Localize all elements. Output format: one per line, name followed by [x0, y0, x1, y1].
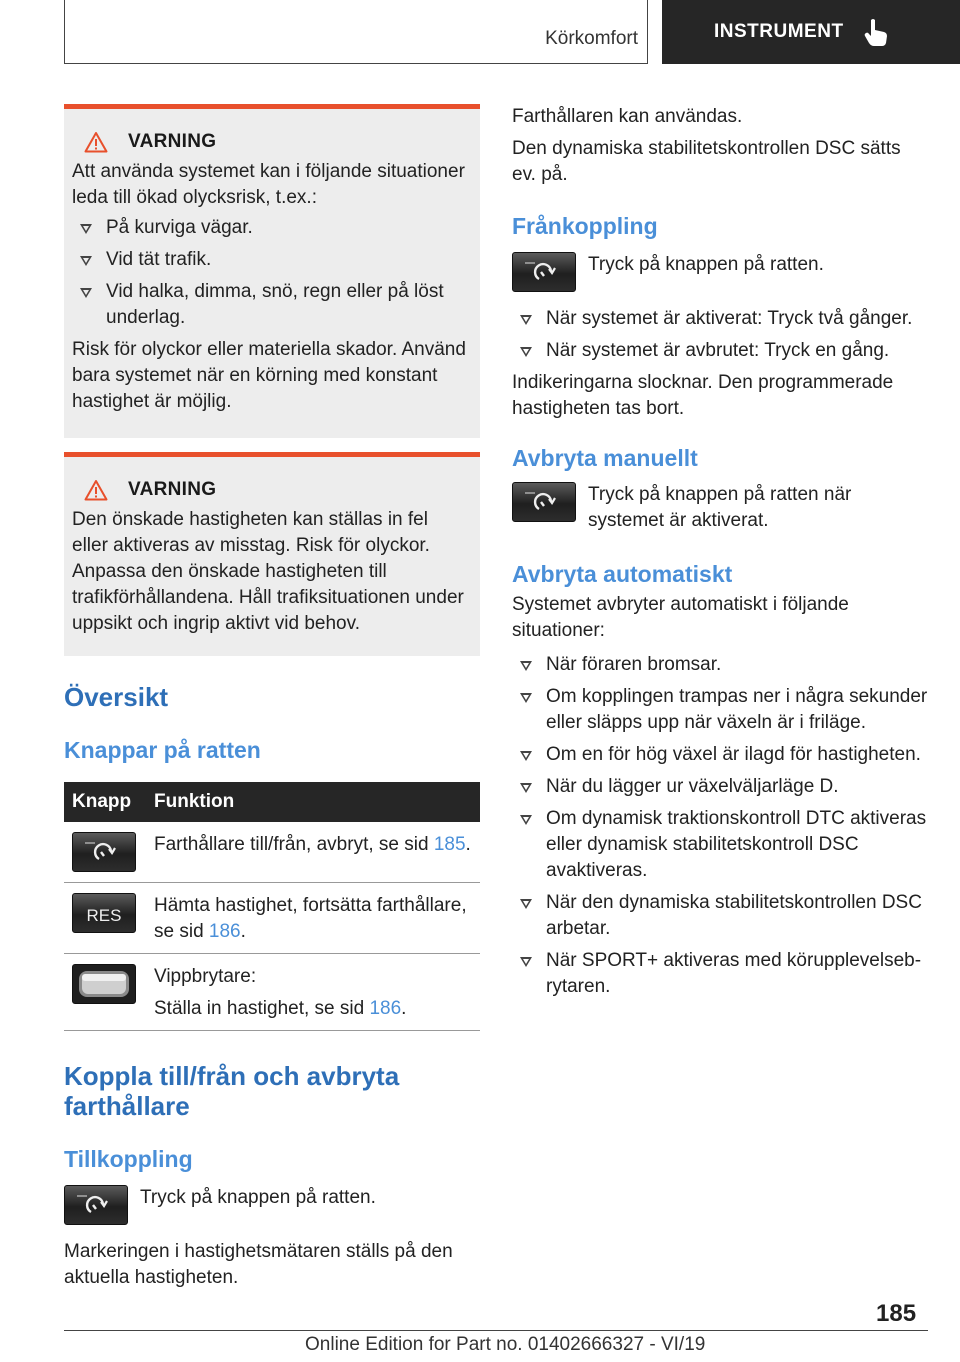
activation-after: Markeringen i hastighetsmätaren ställs på den aktuella hastigheten.: [64, 1241, 453, 1288]
table-row: [64, 883, 480, 954]
rocker-switch-icon: [72, 964, 136, 1004]
auto-cancel-intro: Systemet avbryter automatiskt i följande situationer:: [512, 594, 849, 641]
list-item: När systemet är avbrutet: Tryck en gång.: [512, 338, 928, 364]
deactivation-step: [512, 252, 928, 292]
deactivation-subheading: Frånkoppling: [512, 213, 658, 239]
edition-note: Online Edition for Part no. 01402666327 - VI/19: [305, 1334, 706, 1355]
section-title: Körkomfort: [545, 28, 638, 49]
list-item: Vid tät trafik.: [72, 247, 472, 273]
warning-title: VARNING: [128, 131, 217, 152]
warning-heading: [84, 131, 472, 153]
list-item: När du lägger ur växelväljarläge D.: [512, 774, 928, 800]
cruise-control-button-icon: [512, 252, 576, 292]
button-cell: [64, 883, 146, 954]
list-item: När SPORT+ aktiveras med körupplevelsebrytaren.: [512, 948, 928, 1000]
right-column: [512, 104, 928, 1006]
page-number: 185: [876, 1300, 917, 1327]
overview-heading: Översikt: [64, 682, 169, 712]
warning-list: [72, 215, 472, 331]
table-header: [64, 782, 480, 822]
cruise-control-button-icon: [64, 1185, 128, 1225]
chapter-title: INSTRUMENT: [714, 21, 844, 42]
page-link[interactable]: 186: [369, 998, 402, 1019]
left-column: [64, 104, 480, 1291]
table-row: [64, 954, 480, 1031]
footer-divider: [64, 1330, 928, 1331]
function-cell: Vippbrytare: Ställa in hastighet, se sid 186.: [146, 954, 480, 1031]
list-item: Vid halka, dimma, snö, regn eller på löst underlag.: [72, 279, 472, 331]
list-item: När föraren bromsar.: [512, 652, 928, 678]
activation-subheading: Tillkoppling: [64, 1146, 193, 1172]
manual-cancel-text: Tryck på knappen på ratten när systemet är aktiverat.: [588, 484, 852, 531]
paragraph: Farthållaren kan användas.: [512, 106, 743, 127]
list-item: Om kopplingen trampas ner i några sekunder eller släpps upp när växeln är i friläge.: [512, 684, 928, 736]
list-item: När systemet är aktiverat: Tryck två gånger.: [512, 306, 928, 332]
manual-cancel-step: [512, 482, 928, 534]
warning-box-1: [64, 104, 480, 438]
activation-step: [64, 1185, 480, 1225]
list-item: Om en för hög växel är ilagd för hastigheten.: [512, 742, 928, 768]
warning-heading: [84, 479, 472, 501]
manual-cancel-subheading: Avbryta manuellt: [512, 445, 698, 471]
warning-outro: Risk för olyckor eller materiella skador. Använd bara systemet när en körning med konstant hastighet är möjlig.: [72, 339, 466, 412]
activation-text: Tryck på knappen på ratten.: [140, 1187, 376, 1208]
page-link[interactable]: 185: [433, 834, 466, 855]
button-cell: [64, 954, 146, 1031]
deactivation-text: Tryck på knappen på ratten.: [588, 254, 824, 275]
paragraph: Den dynamiska stabilitetskontrollen DSC sätts ev. på.: [512, 138, 901, 185]
deactivation-after: Indikeringarna slocknar. Den programmerade hastigheten tas bort.: [512, 372, 894, 419]
column-header-button: Knapp: [64, 782, 146, 822]
button-cell: [64, 822, 146, 883]
toggle-heading: Koppla till/från och avbryta farthållare: [64, 1061, 400, 1121]
warning-triangle-icon: [84, 479, 108, 501]
chapter-tab: [662, 0, 960, 64]
buttons-subheading: Knappar på ratten: [64, 737, 261, 763]
cruise-control-button-icon: [72, 832, 136, 872]
function-cell: Hämta hastighet, fortsätta farthållare, se sid 186.: [146, 883, 480, 954]
res-button-icon: RES: [72, 893, 136, 933]
cruise-control-button-icon: [512, 482, 576, 522]
list-item: När den dynamiska stabilitetskontrollen DSC arbetar.: [512, 890, 928, 942]
warning-triangle-icon: [84, 131, 108, 153]
warning-text: Den önskade hastigheten kan ställas in fel eller aktiveras av misstag. Risk för olyckor. Anpassa den önskade hastigheten till trafikförhållandena. Håll trafiksituationen under uppsikt och ingrip aktivt vid behov.: [72, 509, 464, 634]
buttons-table: [64, 782, 480, 1031]
warning-box-2: [64, 452, 480, 656]
list-item: På kurviga vägar.: [72, 215, 472, 241]
warning-intro: Att använda systemet kan i följande situationer leda till ökad olycksrisk, t.ex.:: [72, 161, 465, 208]
hand-pointer-icon: [864, 18, 890, 46]
auto-cancel-list: [512, 652, 928, 1000]
deactivation-list: [512, 306, 928, 364]
column-header-function: Funktion: [146, 782, 480, 822]
page-link[interactable]: 186: [208, 921, 241, 942]
auto-cancel-subheading: Avbryta automatiskt: [512, 561, 733, 587]
list-item: Om dynamisk traktionskontroll DTC aktiveras eller dynamisk stabilitetskontroll DSC avaktiveras.: [512, 806, 928, 884]
table-row: [64, 822, 480, 883]
warning-title: VARNING: [128, 479, 217, 500]
function-cell: Farthållare till/från, avbryt, se sid 185.: [146, 822, 480, 883]
